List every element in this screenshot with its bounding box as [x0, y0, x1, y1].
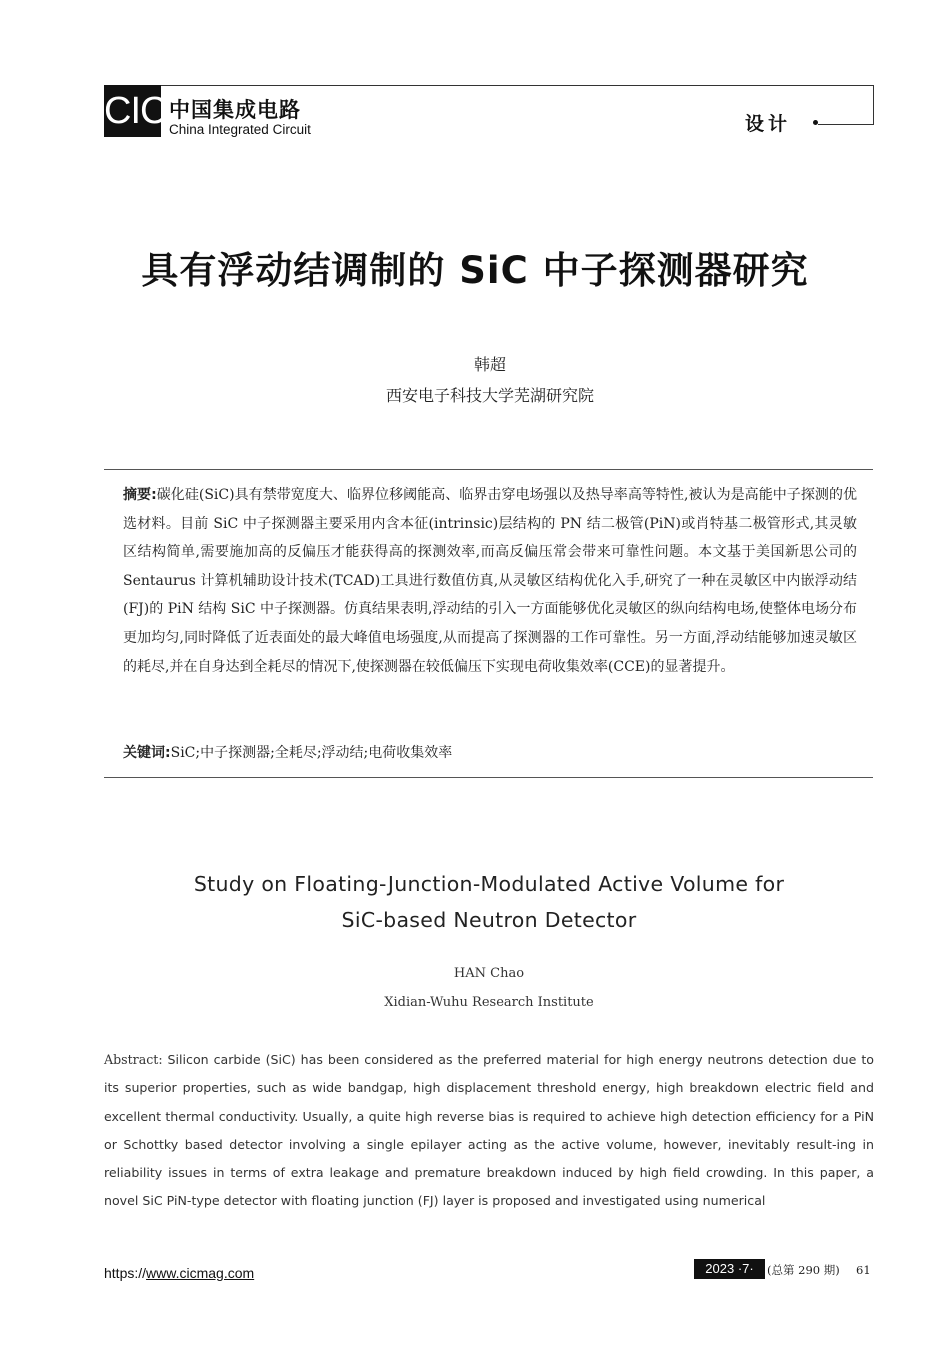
- abstract-top-rule: [104, 469, 873, 470]
- issue-badge: 2023 ·7·: [694, 1259, 765, 1279]
- footer-url-prefix: https://: [104, 1265, 147, 1281]
- article-title-en-line1: Study on Floating-Junction-Modulated Active Volume for: [193, 872, 785, 896]
- abstract-cn-text: 碳化硅(SiC)具有禁带宽度大、临界位移阈能高、临界击穿电场强以及热导率高等特性,被认为是高能中子探测的优选材料。目前 SiC 中子探测器主要采用内含本征(intrinsic)层结构的 PN 结二极管(PiN)或肖特基二极管形式,其灵敏区结构简单,需要施加高的反偏压才能获得高的探测效率,而高反偏压常会带来可靠性问题。本文基于美国新思公司的 Sentaurus 计算机辅助设计技术(TCAD)工具进行数值仿真,从灵敏区结构优化入手,研究了一种在灵敏区中内嵌浮动结(FJ)的 PiN 结构 SiC 中子探测器。仿真结果表明,浮动结的引入一方面能够优化灵敏区的纵向结构电场,使整体电场分布更加均匀,同时降低了近表面处的最大峰值电场强度,从而提高了探测器的工作可靠性。另一方面,浮动结能够加速灵敏区的耗尽,并在自身达到全耗尽的情况下,使探测器在较低偏压下实现电荷收集效率(CCE)的显著提升。: [123, 487, 857, 675]
- article-title-cn: 具有浮动结调制的 SiC 中子探测器研究: [141, 249, 809, 292]
- journal-name-en: China Integrated Circuit: [169, 122, 311, 137]
- journal-name-cn: 中国集成电路: [169, 98, 301, 122]
- abstract-en-label: Abstract:: [104, 1052, 163, 1067]
- affiliation-cn: 西安电子科技大学芜湖研究院: [385, 386, 594, 405]
- abstract-cn-label: 摘要:: [123, 487, 157, 503]
- abstract-bottom-rule: [104, 777, 873, 778]
- abstract-en: [104, 1046, 874, 1216]
- article-title-en: [0, 866, 950, 938]
- keywords-cn-text: SiC;中子探测器;全耗尽;浮动结;电荷收集效率: [170, 745, 453, 761]
- page-number: 61: [856, 1263, 871, 1277]
- section-label: 设计: [745, 113, 792, 135]
- total-issue: (总第 290 期): [767, 1263, 840, 1277]
- author-name-cn: 韩超: [473, 355, 506, 374]
- abstract-cn: [123, 481, 857, 681]
- header-rule: [161, 85, 874, 86]
- affiliation-en: Xidian-Wuhu Research Institute: [384, 995, 594, 1010]
- journal-logo-mark: CIC: [104, 85, 161, 137]
- keywords-cn: [123, 740, 857, 766]
- header-rule-vertical: [873, 85, 874, 124]
- footer-url[interactable]: www.cicmag.com: [146, 1265, 255, 1281]
- author-name-en: HAN Chao: [453, 966, 525, 981]
- abstract-en-text: Silicon carbide (SiC) has been considered as the preferred material for high energy neutrons detection due to its superior properties, such as wide bandgap, high displacement threshold energy, high breakdown electric field and excellent thermal conductivity. Usually, a quite high reverse bias is required to achieve high detection efficiency for a PiN or Schottky based detector involving a single epilayer acting as the active volume, however, inevitably result-ing in reliability issues in terms of extra leakage and premature breakdown induced by high field crowding. In this paper, a novel SiC PiN-type detector with floating junction (FJ) layer is proposed and investigated using numerical: [104, 1052, 874, 1209]
- article-title-en-line2: SiC-based Neutron Detector: [341, 908, 637, 932]
- bullet-dot-icon: [813, 120, 818, 125]
- header-rule-short: [818, 124, 874, 125]
- keywords-cn-label: 关键词:: [123, 745, 171, 761]
- footer-website-link[interactable]: [104, 1265, 254, 1281]
